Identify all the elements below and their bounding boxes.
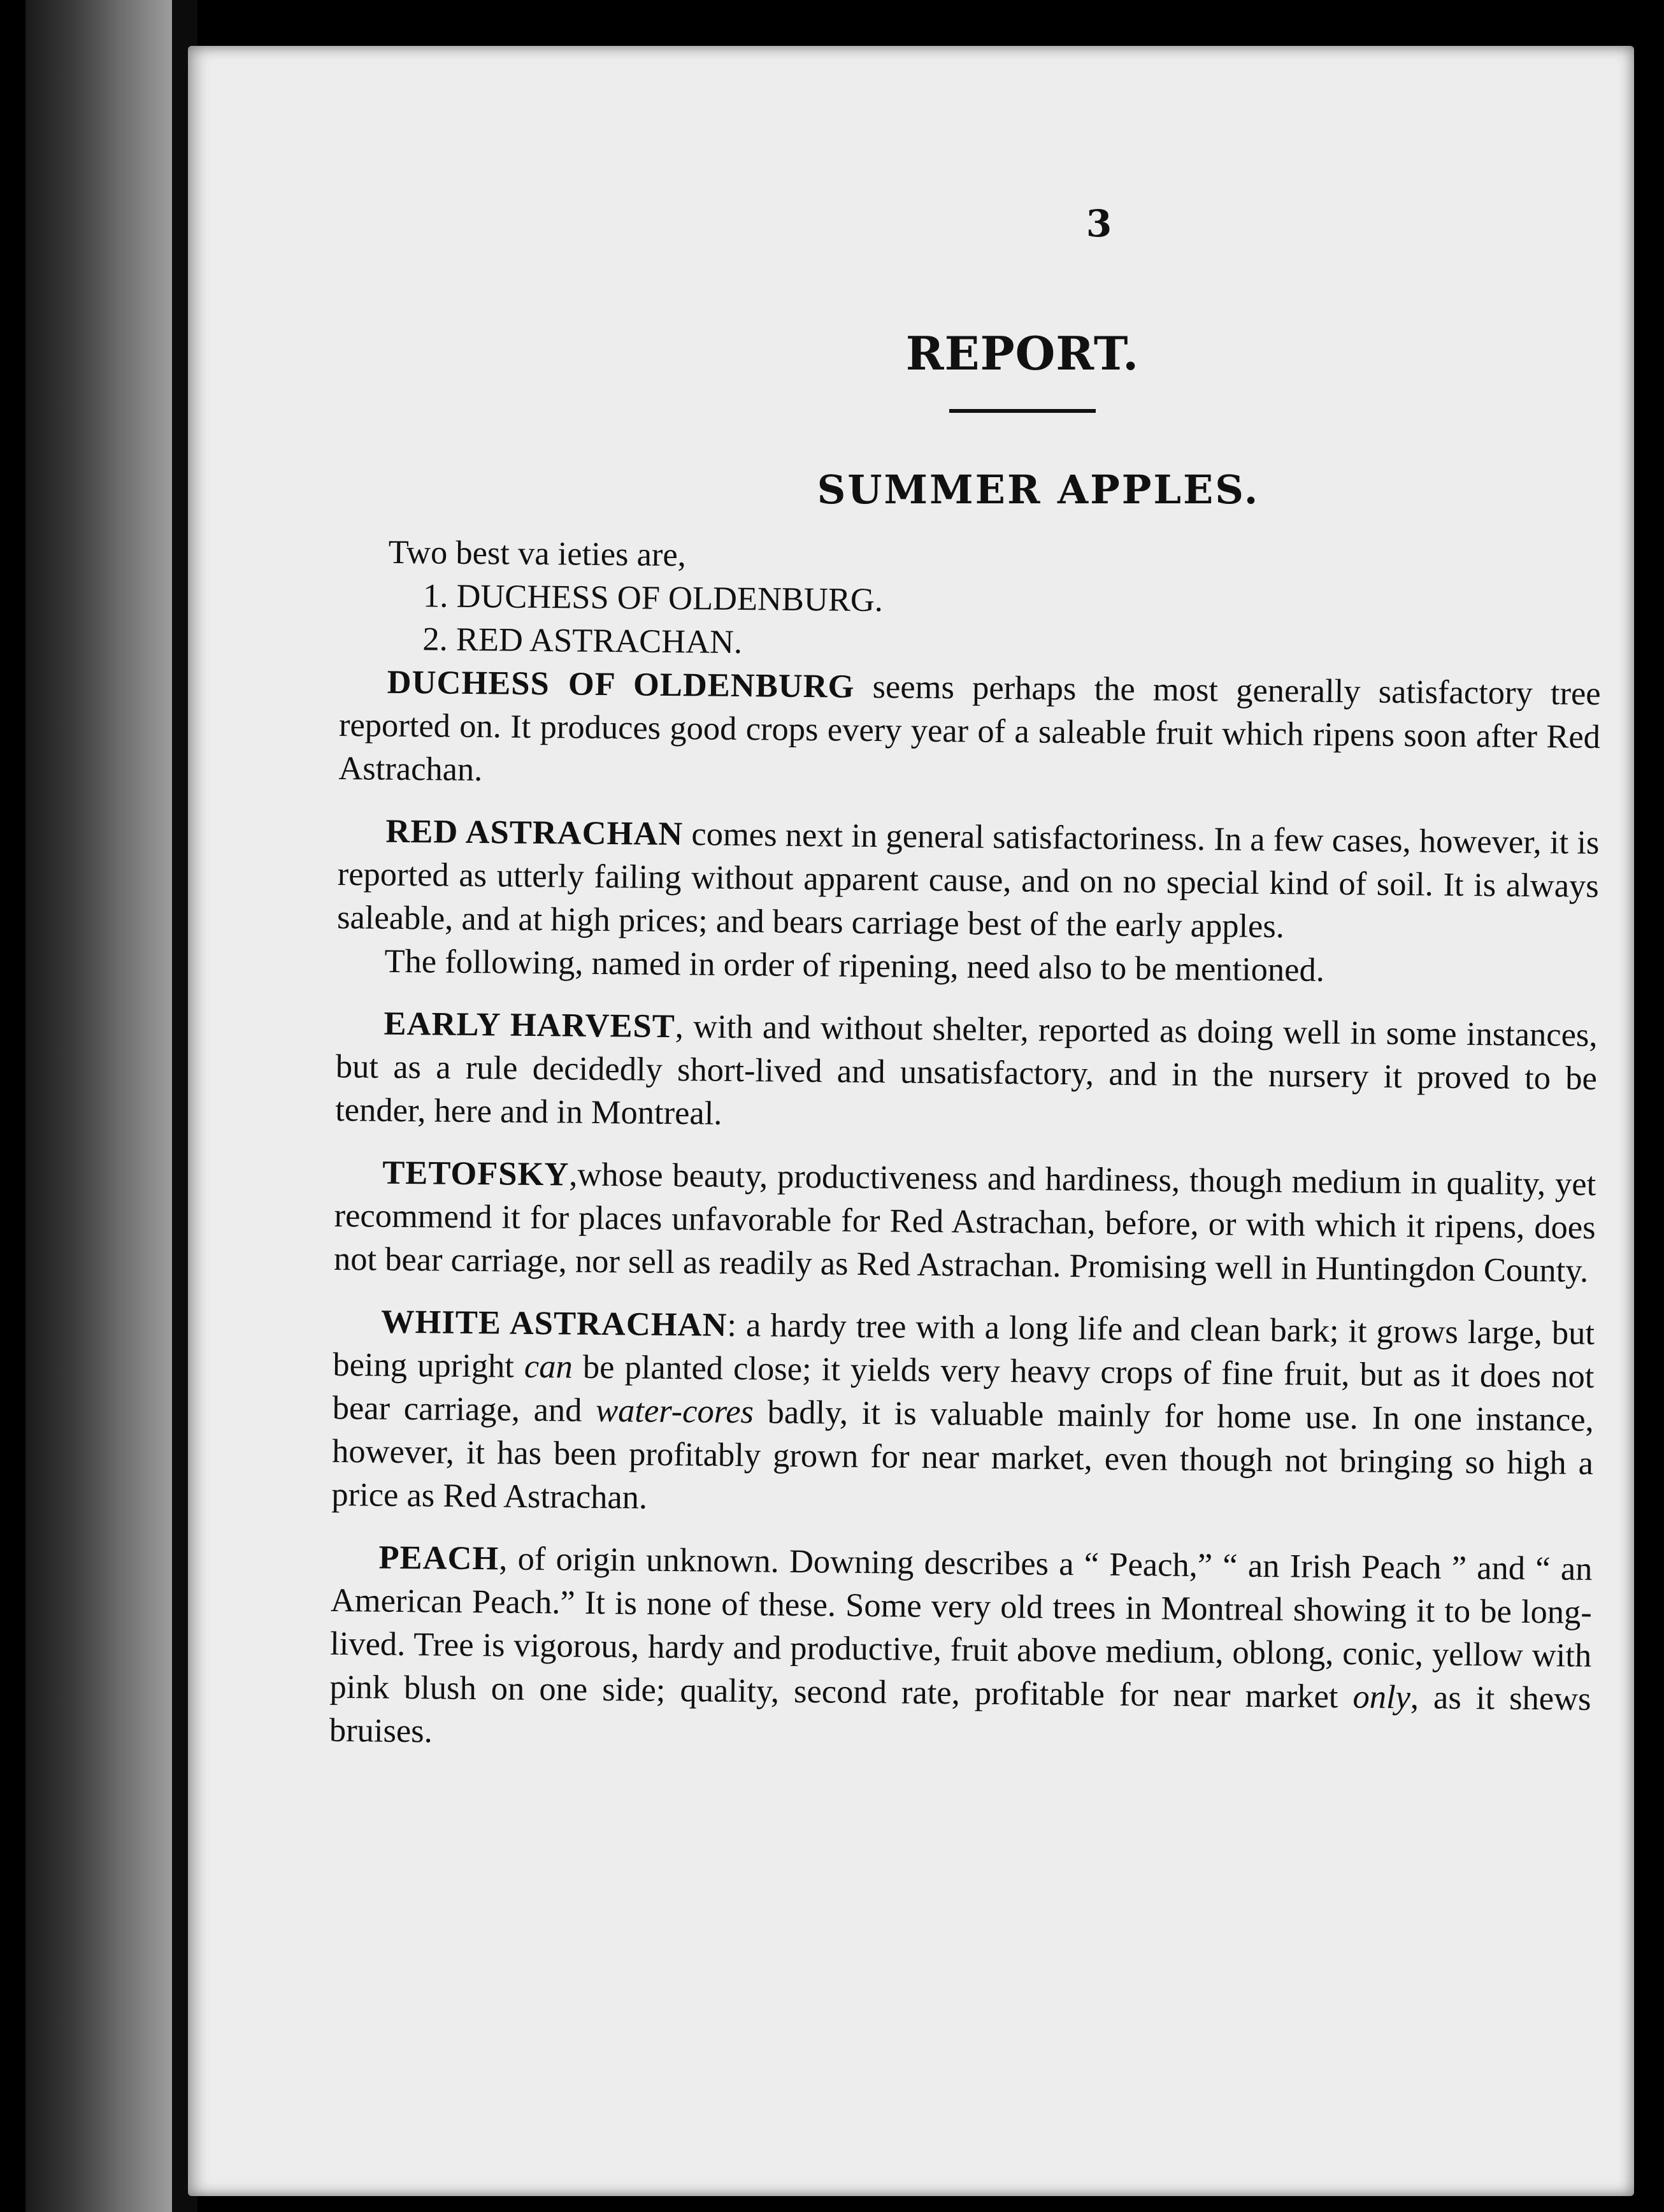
paragraph-tetofsky [334, 1151, 1596, 1293]
paragraph-white-astrachan [331, 1300, 1595, 1528]
section-heading: SUMMER APPLES. [817, 466, 1260, 513]
paragraph-text: ,whose beauty, productiveness and hardiness, though medium in quality, yet recommend it for places unfavorable for Red Astrachan, before, or with which it ripens, does not bear carriage, nor sell as readily as Red Astrachan. Promising well in Huntingdon County. [333, 1156, 1596, 1289]
variety-name: WHITE ASTRACHAN [380, 1303, 728, 1344]
variety-name: PEACH [378, 1539, 499, 1577]
paragraph-text: be planted close; it yields very heavy crops of fine fruit, but as it does not bear carriage, and [332, 1348, 1595, 1429]
paragraph-peach [329, 1535, 1593, 1764]
variety-name: TETOFSKY [382, 1154, 570, 1193]
paragraph-text: , of origin unknown. Downing describes a “ Peach,” “ an Irish Peach ” and “ an American Peach.” It is none of these. Some very old trees in Montreal showing it to be long-lived. Tree is vigorous, hardy and productive, fruit above medium, oblong, conic, yellow with pink blush on one side; quality, second rate, profitable for near market [329, 1540, 1593, 1716]
title-rule [949, 409, 1096, 413]
previous-page-edge [25, 0, 185, 2212]
body-text [329, 530, 1602, 1764]
variety-name: RED ASTRACHAN [385, 812, 684, 853]
emphasis-text: can [524, 1347, 573, 1386]
variety-list-item: 1. DUCHESS OF OLDENBURG. [422, 577, 884, 619]
paragraph-text: badly, it is valuable mainly for home use. In one instance, however, it has been profitably grown for near market, even though not bringing so high a price as Red Astrachan. [331, 1393, 1594, 1516]
page-number: 3 [1086, 202, 1112, 245]
paragraph-red-astrachan [337, 809, 1600, 951]
variety-name: EARLY HARVEST [384, 1005, 676, 1045]
intro-line: Two best va ieties are, [388, 533, 687, 574]
paragraph-following: The following, named in order of ripening, need also to be mentioned. [384, 942, 1325, 989]
paragraph-early-harvest [335, 1002, 1598, 1144]
emphasis-text: water-cores [595, 1391, 754, 1431]
paragraph-text: : a hardy tree with a long life and clean bark; it grows large, but being upright [333, 1306, 1595, 1385]
paragraph-text: comes next in general satisfactoriness. In a few cases, however, it is reported as utterly failing without apparent cause, and on no special kind of soil. It is always saleable, and at high prices; and bears carriage best of the early apples. [336, 815, 1600, 945]
variety-name: DUCHESS OF OLDENBURG [387, 663, 855, 705]
emphasis-text: only [1352, 1678, 1411, 1716]
variety-list-item: 2. RED ASTRACHAN. [422, 621, 743, 661]
paragraph-text: , as it shews bruises. [329, 1679, 1591, 1750]
paragraph-text: seems perhaps the most generally satisfactory tree reported on. It produces good crops every year of a saleable fruit which ripens soon after Red Astrachan. [338, 668, 1601, 789]
page [188, 46, 1634, 2196]
report-title: REPORT. [905, 326, 1140, 380]
paragraph-text: , with and without shelter, reported as doing well in some instances, but as a rule decidedly short-lived and unsatisfactory, and in the nursery it proved to be tender, here and in Montreal. [334, 1008, 1598, 1132]
paragraph-duchess [338, 660, 1601, 802]
